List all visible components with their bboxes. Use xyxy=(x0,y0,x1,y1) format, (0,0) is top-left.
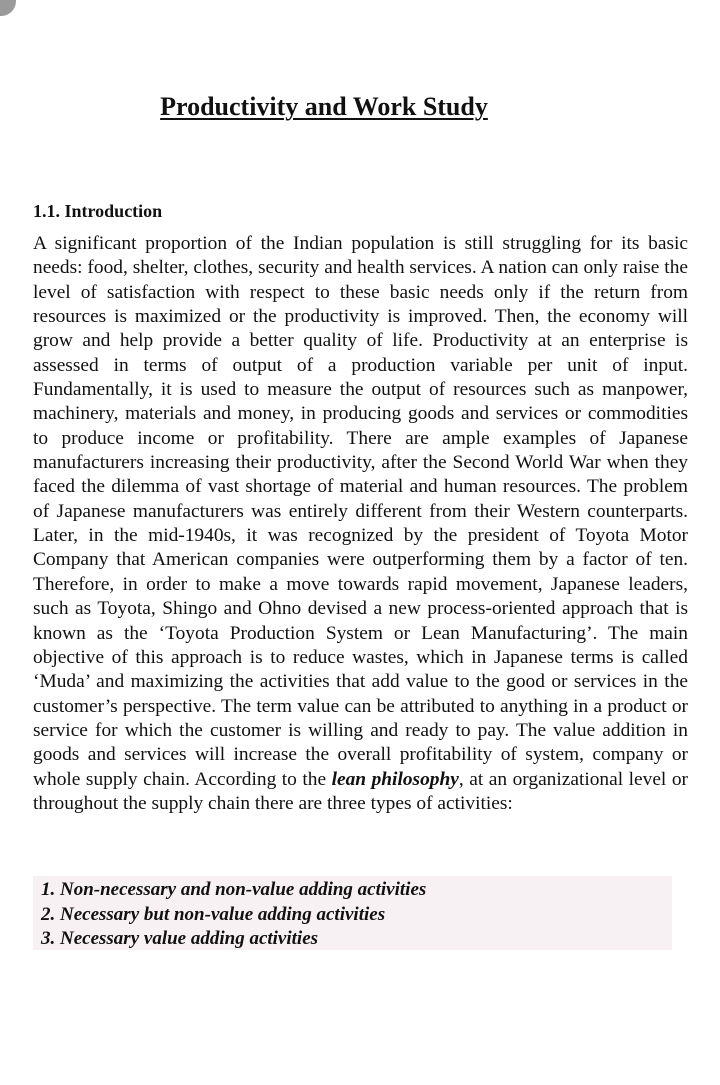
page-corner-shadow xyxy=(0,0,16,16)
page-title: Productivity and Work Study xyxy=(160,92,488,121)
list-item: 2. Necessary but non-value adding activities xyxy=(41,903,386,925)
lean-philosophy-emphasis: lean philosophy xyxy=(331,768,459,790)
paragraph-text-start: A significant proportion of the Indian population is still struggling for its basic needs: food, shelter, clothes, security and health services. A nation can only raise the level of satisfaction with respect to these basic needs only if the return from resources is maximized or the productivity is improved. Then, the economy will grow and help provide a better quality of life. Productivity at an enterprise is assessed in terms of output of a production variable per unit of input. Fundamentally, it is used to measure the output of resources such as manpower, machinery, materials and money, in producing goods and services or commodities to produce income or profitability. There are ample examples of Japanese manufacturers increasing their productivity, after the Second World War when they faced the dilemma of vast shortage of material and human resources. The problem of Japanese manufacturers was entirely different from their Western counterparts. Later, in the mid-1940s, it was recognized by the president of Toyota Motor Company that American companies were outperforming them by a factor of ten. Therefore, in order to make a move towards rapid movement, Japanese leaders, such as Toyota, Shingo and Ohno devised a new process-oriented approach that is known as the ‘Toyota Production System or Lean Manufacturing’. The main objective of this approach is to reduce wastes, which in Japanese terms is called ‘Muda’ and maximizing the activities that add value to the good or services in the customer’s perspective. The term value can be attributed to anything in a product or service for which the customer is willing and ready to pay. The value addition in goods and services will increase the overall profitability of system, company or whole supply chain. According to the xyxy=(33,233,688,790)
paragraph-text-end: , at an organizational level or throughout the supply chain there are three types of activities: xyxy=(33,768,688,814)
list-item: 3. Necessary value adding activities xyxy=(41,928,319,949)
introduction-paragraph xyxy=(33,232,688,816)
list-item: 1. Non-necessary and non-value adding activities xyxy=(41,879,427,900)
activity-types-list xyxy=(33,876,672,950)
section-heading: 1.1. Introduction xyxy=(33,201,163,221)
